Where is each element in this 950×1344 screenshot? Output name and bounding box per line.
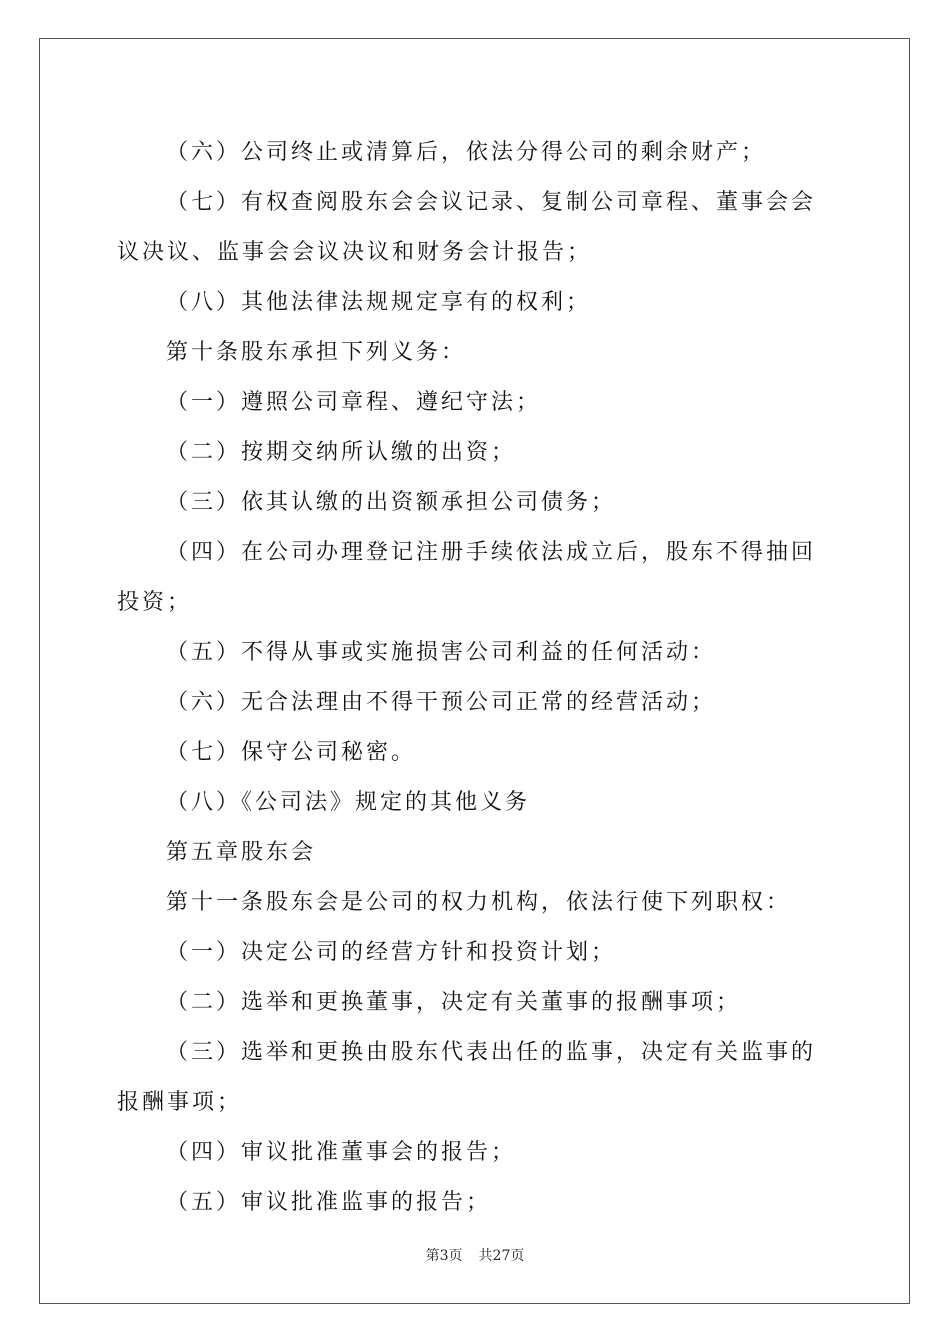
paragraph: （五）审议批准监事的报告； xyxy=(166,1190,492,1215)
paragraph: （一）决定公司的经营方针和投资计划； xyxy=(166,940,617,965)
paragraph: （六）公司终止或清算后，依法分得公司的剩余财产； xyxy=(166,140,767,165)
paragraph: （七）保守公司秘密。 xyxy=(166,740,417,765)
paragraph: （八）《公司法》规定的其他义务 xyxy=(166,790,531,815)
paragraph: （七）有权查阅股东会会议记录、复制公司章程、董事会会议决议、监事会会议决议和财务会计报告； xyxy=(117,190,817,265)
paragraph: （三）选举和更换由股东代表出任的监事，决定有关监事的报酬事项； xyxy=(117,1040,817,1115)
paragraph: （三）依其认缴的出资额承担公司债务； xyxy=(166,490,617,515)
paragraph: （四）审议批准董事会的报告； xyxy=(166,1140,517,1165)
paragraph: （二）选举和更换董事，决定有关董事的报酬事项； xyxy=(166,990,742,1015)
page-number: 第3页 xyxy=(425,1248,463,1264)
paragraph: （二）按期交纳所认缴的出资； xyxy=(166,440,517,465)
paragraph: 第十一条股东会是公司的权力机构，依法行使下列职权： xyxy=(166,890,792,915)
paragraph: （五）不得从事或实施损害公司利益的任何活动： xyxy=(166,640,717,665)
page-footer xyxy=(0,1246,950,1266)
paragraph: （一）遵照公司章程、遵纪守法； xyxy=(166,390,542,415)
paragraph: （八）其他法律法规规定享有的权利； xyxy=(166,290,592,315)
document-body xyxy=(117,128,837,1228)
chapter-heading: 第五章股东会 xyxy=(166,840,317,865)
paragraph: （六）无合法理由不得干预公司正常的经营活动； xyxy=(166,690,717,715)
page-total: 共27页 xyxy=(478,1248,525,1264)
paragraph: 第十条股东承担下列义务： xyxy=(166,340,467,365)
paragraph: （四）在公司办理登记注册手续依法成立后，股东不得抽回投资； xyxy=(117,540,817,615)
